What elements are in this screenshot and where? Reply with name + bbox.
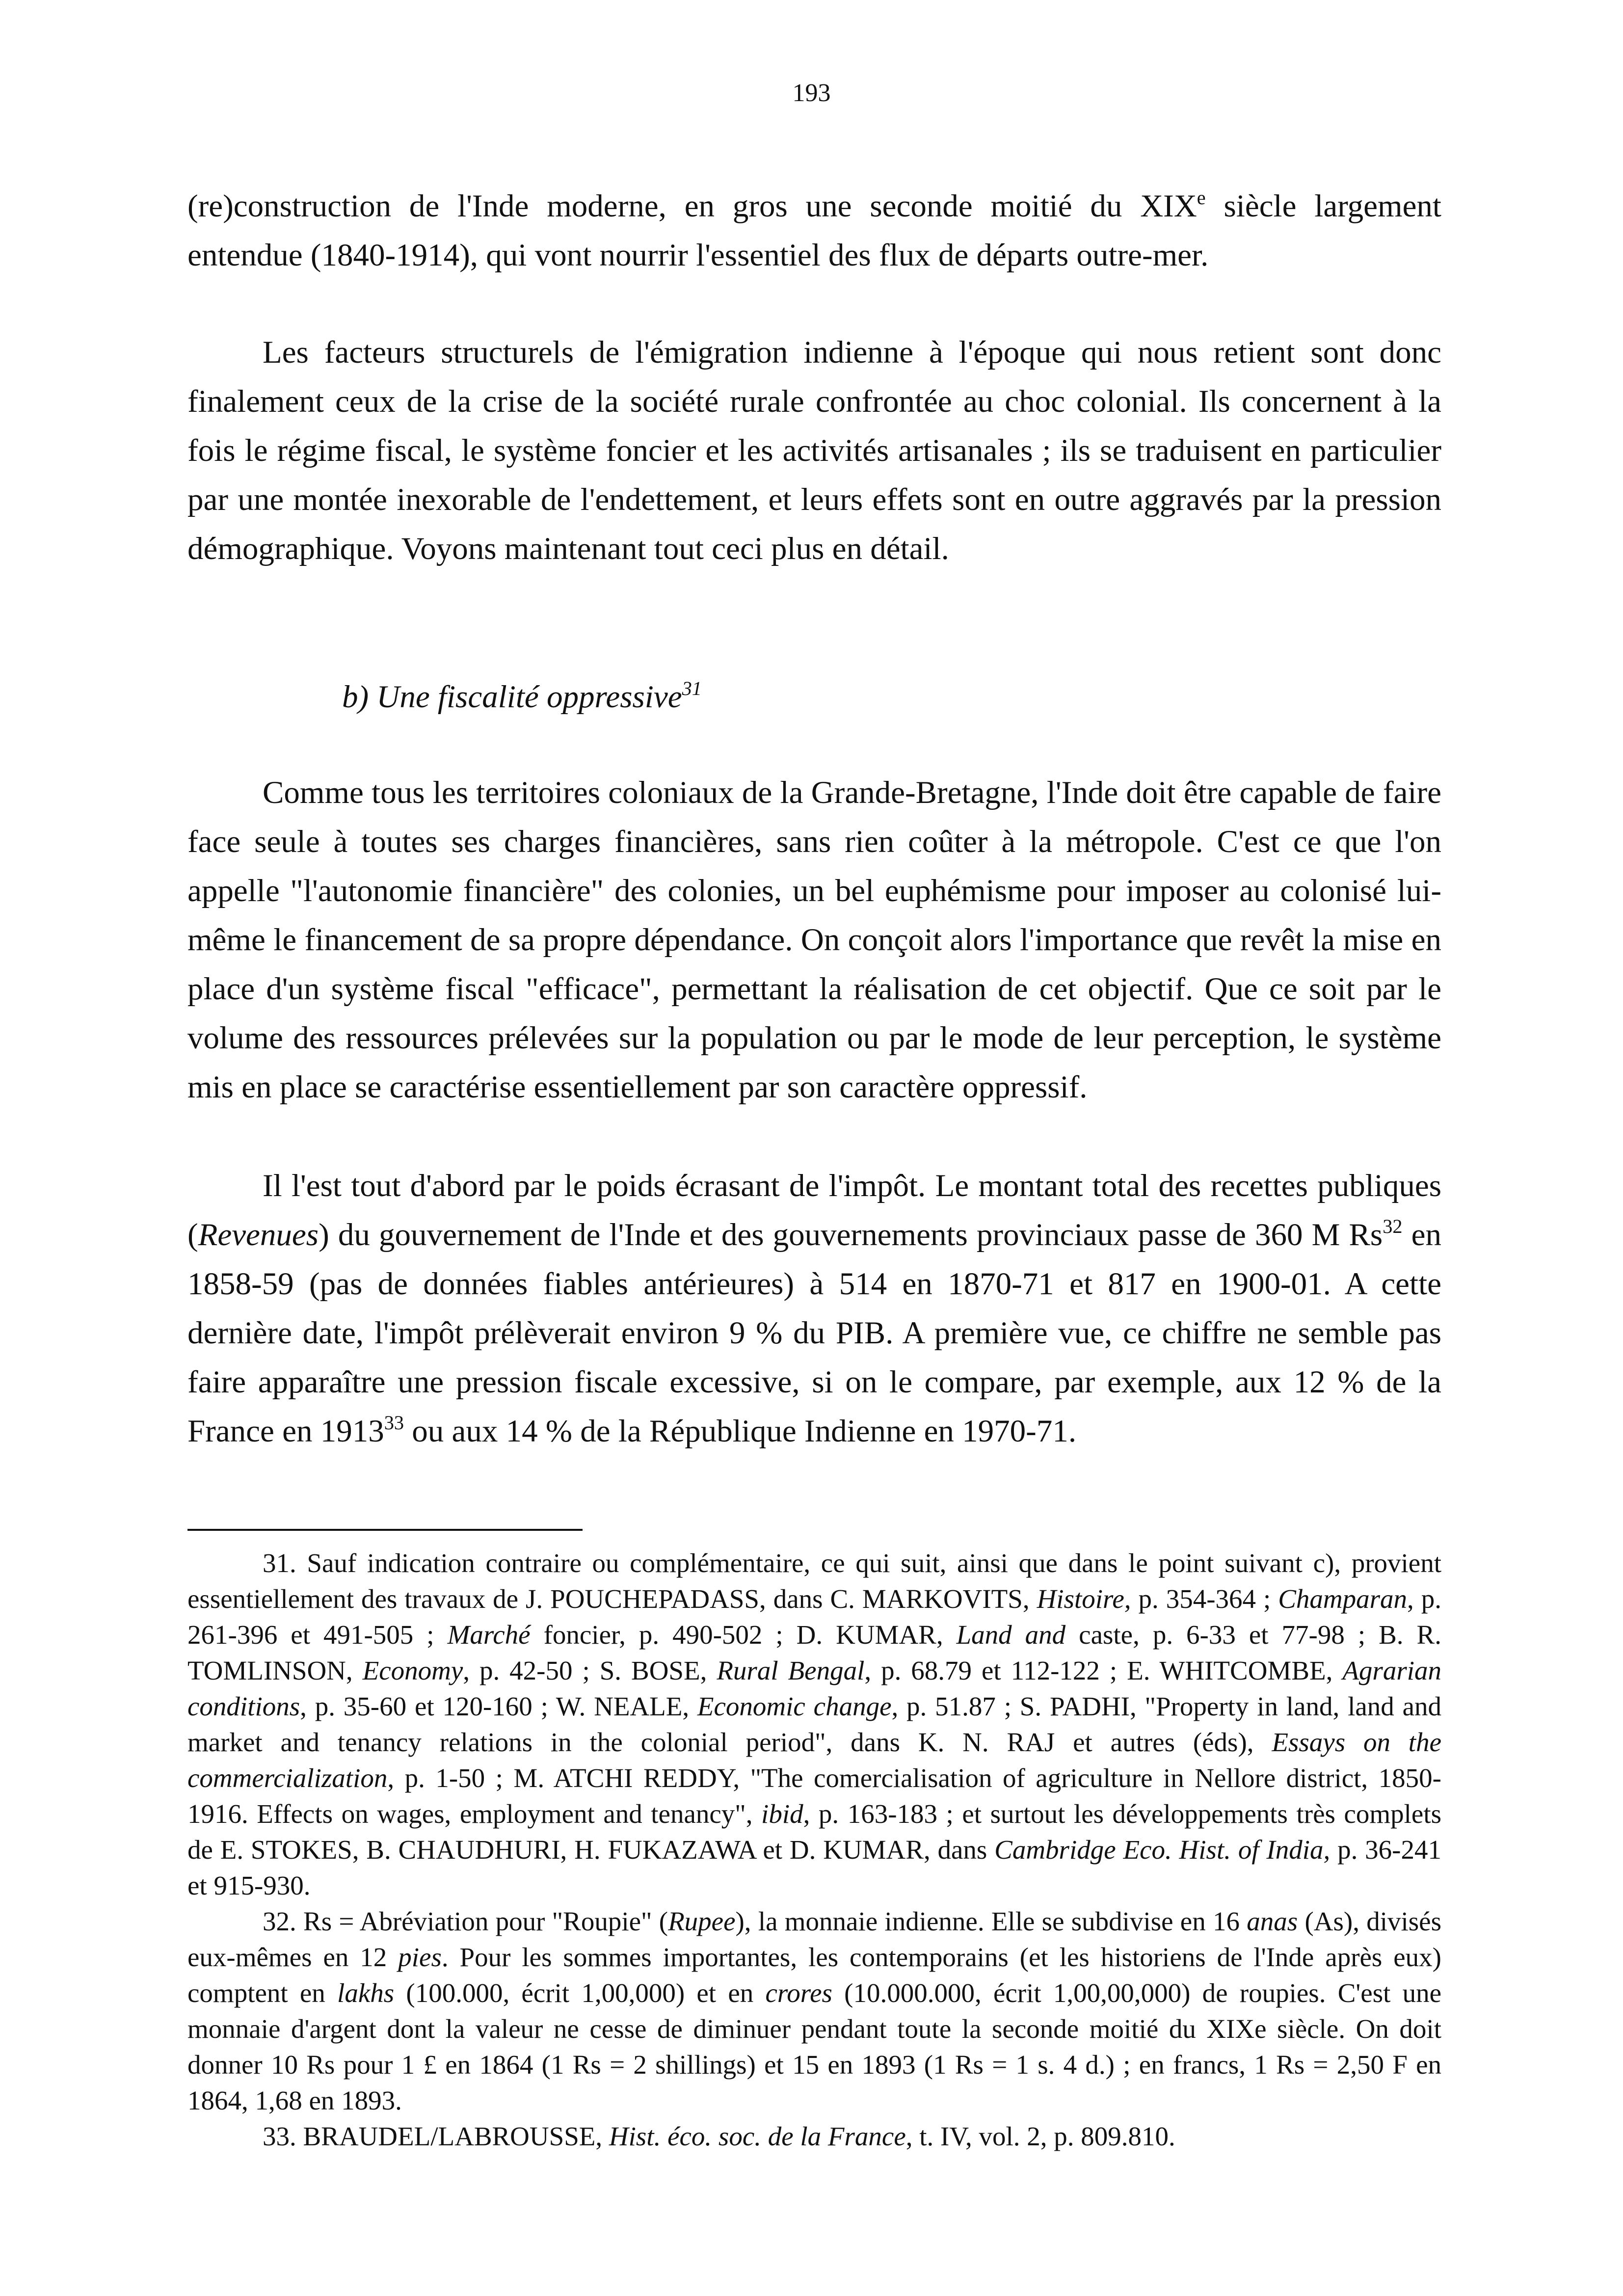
footnote-text: ), la monnaie indienne. Elle se subdivise en 16 xyxy=(735,1906,1247,1936)
paragraph-1 xyxy=(187,182,1441,280)
paragraph-2: Les facteurs structurels de l'émigration indienne à l'époque qui nous retient sont donc finalement ceux de la crise de la société rurale confrontée au choc colonial. Ils concernent à la fois le régime fiscal, le système foncier et les activités artisanales ; ils se traduisent en particulier par une montée inexorable de l'endettement, et leurs effets sont en outre aggravés par la pression démographique. Voyons maintenant tout ceci plus en détail. xyxy=(187,335,1441,566)
footnote-italic: Hist. éco. soc. de la France xyxy=(609,2121,906,2151)
footnote-text: 33. BRAUDEL/LABROUSSE, xyxy=(263,2121,609,2151)
footnote-italic: Champaran xyxy=(1278,1584,1408,1614)
footnote-italic: Economy xyxy=(362,1655,463,1685)
footnote-text: , p. 1-50 ; M. ATCHI REDDY, "The comercialisation of agriculture in Nellore district, 1850-1916. Effects on wages, employment and tenancy", xyxy=(187,1763,1441,1829)
paragraph-text: (re)construction de l'Inde moderne, en gros une seconde moitié du XIX xyxy=(187,188,1197,224)
footnote-italic: anas xyxy=(1247,1906,1298,1936)
page-number: 193 xyxy=(792,79,831,107)
footnote-italic: Marché xyxy=(447,1620,531,1650)
footnote-text: p. 36-241 et 915-930. xyxy=(187,1835,1441,1900)
footnote-text: , p. 261-396 et 491-505 ; xyxy=(187,1584,1442,1650)
superscript: e xyxy=(1197,187,1206,209)
paragraph-text: ) du gouvernement de l'Inde et des gouvernements provinciaux passe de 360 M Rs xyxy=(319,1217,1383,1253)
footnote-italic: Economic change xyxy=(697,1691,892,1721)
footnotes xyxy=(187,1545,1441,2154)
paragraph-4 xyxy=(187,1161,1441,1456)
footnote-text: p. 354-364 ; xyxy=(1131,1584,1278,1614)
footnote-italic: Rural Bengal xyxy=(717,1655,865,1685)
footnote-text: , p. 35-60 et 120-160 ; W. NEALE, xyxy=(300,1691,697,1721)
footnote-text: (10.000.000, écrit 1,00,00,000) de roupies. C'est une monnaie d'argent dont la valeur ne cesse de diminuer pendant toute la seconde moitié du XIXe siècle. On doit donner 10 Rs pour 1 £ en 1864 (1 Rs = 2 shillings) et 15 en 1893 (1 Rs = 1 s. 4 d.) ; en francs, 1 Rs = 2,50 F en 1864, 1,68 en 1893. xyxy=(187,1978,1442,2115)
footnote-italic: lakhs xyxy=(337,1978,395,2008)
footnote-text: , p. 163-183 ; et surtout les développements très complets de E. STOKES, B. CHAUDHURI, H. FUKAZAWA et D. KUMAR, dans xyxy=(187,1799,1441,1865)
footnote-italic: Histoire, xyxy=(1037,1584,1131,1614)
footnote-text: (As), divisés eux-mêmes en 12 xyxy=(187,1906,1441,1972)
footnote-text: (100.000, écrit 1,00,000) et en xyxy=(394,1978,766,2008)
footnote-text: 32. Rs = Abréviation pour "Roupie" ( xyxy=(263,1906,668,1936)
footnote-text: 31. Sauf indication contraire ou complémentaire, ce qui suit, ainsi que dans le point suivant c), provient essentiellement des travaux de J. POUCHEPADASS, dans C. MARKOVITS, xyxy=(187,1548,1441,1614)
paragraph-3: Comme tous les territoires coloniaux de la Grande-Bretagne, l'Inde doit être capable de faire face seule à toutes ses charges financières, sans rien coûter à la métropole. C'est ce que l'on appelle "l'autonomie financière" des colonies, un bel euphémisme pour imposer au colonisé lui-même le financement de sa propre dépendance. On conçoit alors l'importance que revêt la mise en place d'un système fiscal "efficace", permettant la réalisation de cet objectif. Que ce soit par le volume des ressources prélevées sur la population ou par le mode de leur perception, le système mis en place se caractérise essentiellement par son caractère oppressif. xyxy=(187,775,1441,1105)
footnote-text: , p. 68.79 et 112-122 ; E. WHITCOMBE, xyxy=(864,1655,1343,1685)
footnote-text: . Pour les sommes importantes, les contemporains (et les historiens de l'Inde après eux) comptent en xyxy=(187,1942,1441,2008)
paragraph-text: siècle largement entendue (1840-1914), qui vont nourrir l'essentiel des flux de départs outre-mer. xyxy=(187,188,1441,273)
italic-term: Revenues xyxy=(198,1217,319,1253)
footnote-text: caste, p. 6-33 et 77-98 ; B. R. TOMLINSON, xyxy=(187,1620,1441,1685)
footnote-italic: Essays on the commercialization xyxy=(187,1727,1441,1793)
footnote-32 xyxy=(187,1903,1441,2118)
footnote-italic: Agrarian conditions xyxy=(187,1655,1441,1721)
paragraph-text: Il l'est tout d'abord par le poids écrasant de l'impôt. Le montant total des recettes publiques ( xyxy=(187,1168,1441,1253)
footnote-italic: Rupee xyxy=(668,1906,736,1936)
footnote-italic: Land and xyxy=(956,1620,1066,1650)
footnote-text: , p. 42-50 ; S. BOSE, xyxy=(463,1655,717,1685)
footnote-ref-31: 31 xyxy=(682,677,702,700)
footnote-divider xyxy=(187,1529,583,1531)
footnote-ref-33: 33 xyxy=(384,1412,404,1434)
footnote-italic: ibid xyxy=(761,1799,803,1829)
footnote-31 xyxy=(187,1545,1441,1903)
footnote-text: , p. 51.87 ; S. PADHI, "Property in land, land and market and tenancy relations in the colonial period", dans K. N. RAJ et autres (éds), xyxy=(187,1691,1441,1757)
footnote-33 xyxy=(187,2118,1441,2154)
section-heading xyxy=(342,672,702,721)
footnote-text: , t. IV, vol. 2, p. 809.810. xyxy=(905,2121,1175,2151)
footnote-italic: Cambridge Eco. Hist. of India, xyxy=(994,1835,1330,1865)
footnote-italic: crores xyxy=(765,1978,832,2008)
paragraph-text: ou aux 14 % de la République Indienne en 1970-71. xyxy=(404,1414,1077,1449)
footnote-italic: pies xyxy=(398,1942,442,1972)
section-heading-text: b) Une fiscalité oppressive xyxy=(342,679,682,715)
footnote-ref-32: 32 xyxy=(1383,1215,1403,1238)
paragraph-text: en 1858-59 (pas de données fiables antérieures) à 514 en 1870-71 et 817 en 1900-01. A cette dernière date, l'impôt prélèverait environ 9 % du PIB. A première vue, ce chiffre ne semble pas faire apparaître une pression fiscale excessive, si on le compare, par exemple, aux 12 % de la France en 1913 xyxy=(187,1217,1441,1449)
footnote-text: foncier, p. 490-502 ; D. KUMAR, xyxy=(530,1620,957,1650)
